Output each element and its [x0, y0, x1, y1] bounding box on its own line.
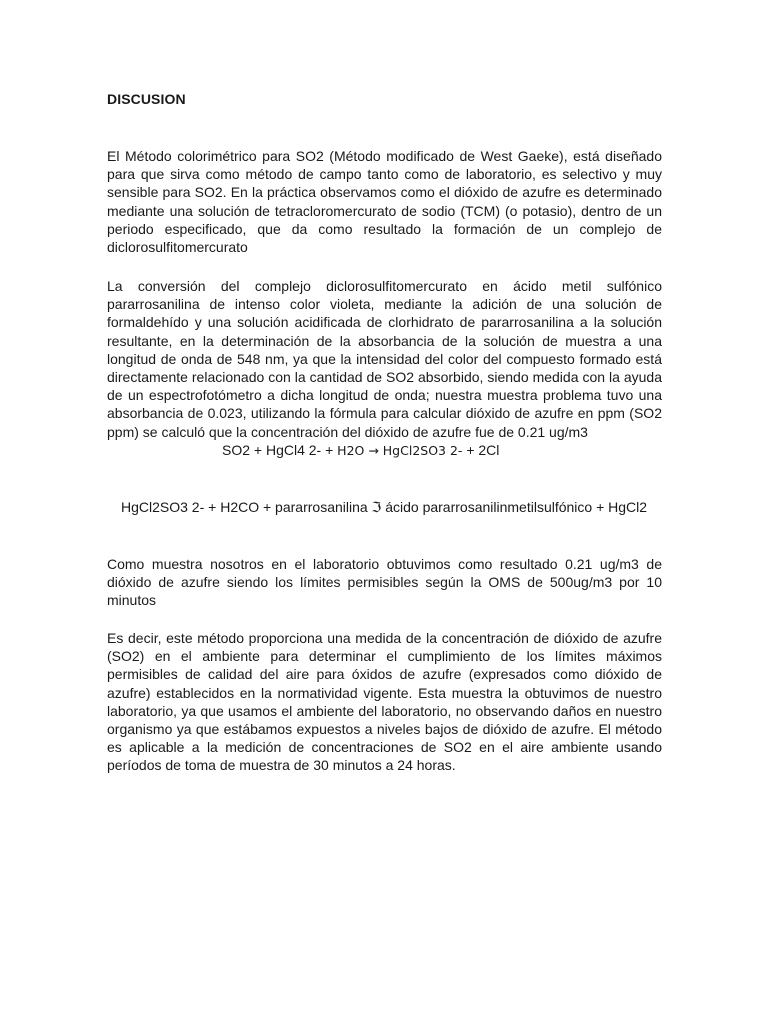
equation-1-products: H2O → HgCl2SO3 2- [337, 443, 463, 458]
equation-1-reactants: SO2 + HgCl4 2- + [222, 442, 338, 458]
paragraph-conversion-process: La conversión del complejo diclorosulfitomercurato en ácido metil sulfónico pararrosanilina de intenso color violeta, mediante la adición de una solución de formaldehído y una solución acidificada de clorhidrato de pararrosanilina a la solución resultante, en la determinación de la absorbancia de la solución de muestra a una longitud de onda de 548 nm, ya que la intensidad del color del compuesto formado está directamente relacionado con la cantidad de SO2 absorbido, siendo medida con la ayuda de un espectrofotómetro a dicha longitud de onda; nuestra muestra problema tuvo una absorbancia de 0.023, utilizando la fórmula para calcular dióxido de azufre en ppm (SO2 ppm) se calculó que la concentración del dióxido de azufre fue de 0.21 ug/m3 [107, 278, 662, 440]
paragraph-conclusion: Es decir, este método proporciona una medida de la concentración de dióxido de azufre (SO2) en el ambiente para determinar el cumplimiento de los límites máximos permisibles de calidad del aire para óxidos de azufre (expresados como dióxido de azufre) establecidos en la normatividad vigente. Esta muestra la obtuvimos de nuestro laboratorio, ya que usamos el ambiente del laboratorio, no observando daños en nuestro organismo ya que estábamos expuestos a niveles bajos de dióxido de azufre. El método es aplicable a la medición de concentraciones de SO2 en el aire ambiente usando períodos de toma de muestra de 30 minutos a 24 horas. [107, 630, 662, 774]
section-heading: DISCUSION [107, 91, 186, 107]
chemical-equation-1 [222, 442, 499, 458]
equation-1-tail: + 2Cl [462, 442, 500, 458]
paragraph-method-description: El Método colorimétrico para SO2 (Método modificado de West Gaeke), está diseñado para que sirva como método de campo tanto como de laboratorio, es selectivo y muy sensible para SO2. En la práctica observamos como el dióxido de azufre es determinado mediante una solución de tetracloromercurato de sodio (TCM) (o potasio), dentro de un periodo especificado, que da como resultado la formación de un complejo de diclorosulfitomercurato [107, 148, 662, 256]
chemical-equation-2: HgCl2SO3 2- + H2CO + pararrosanilina ℑ ácido pararrosanilinmetilsulfónico + HgCl2 [121, 499, 648, 515]
paragraph-results: Como muestra nosotros en el laboratorio obtuvimos como resultado 0.21 ug/m3 de dióxido de azufre siendo los límites permisibles según la OMS de 500ug/m3 por 10 minutos [107, 556, 662, 609]
